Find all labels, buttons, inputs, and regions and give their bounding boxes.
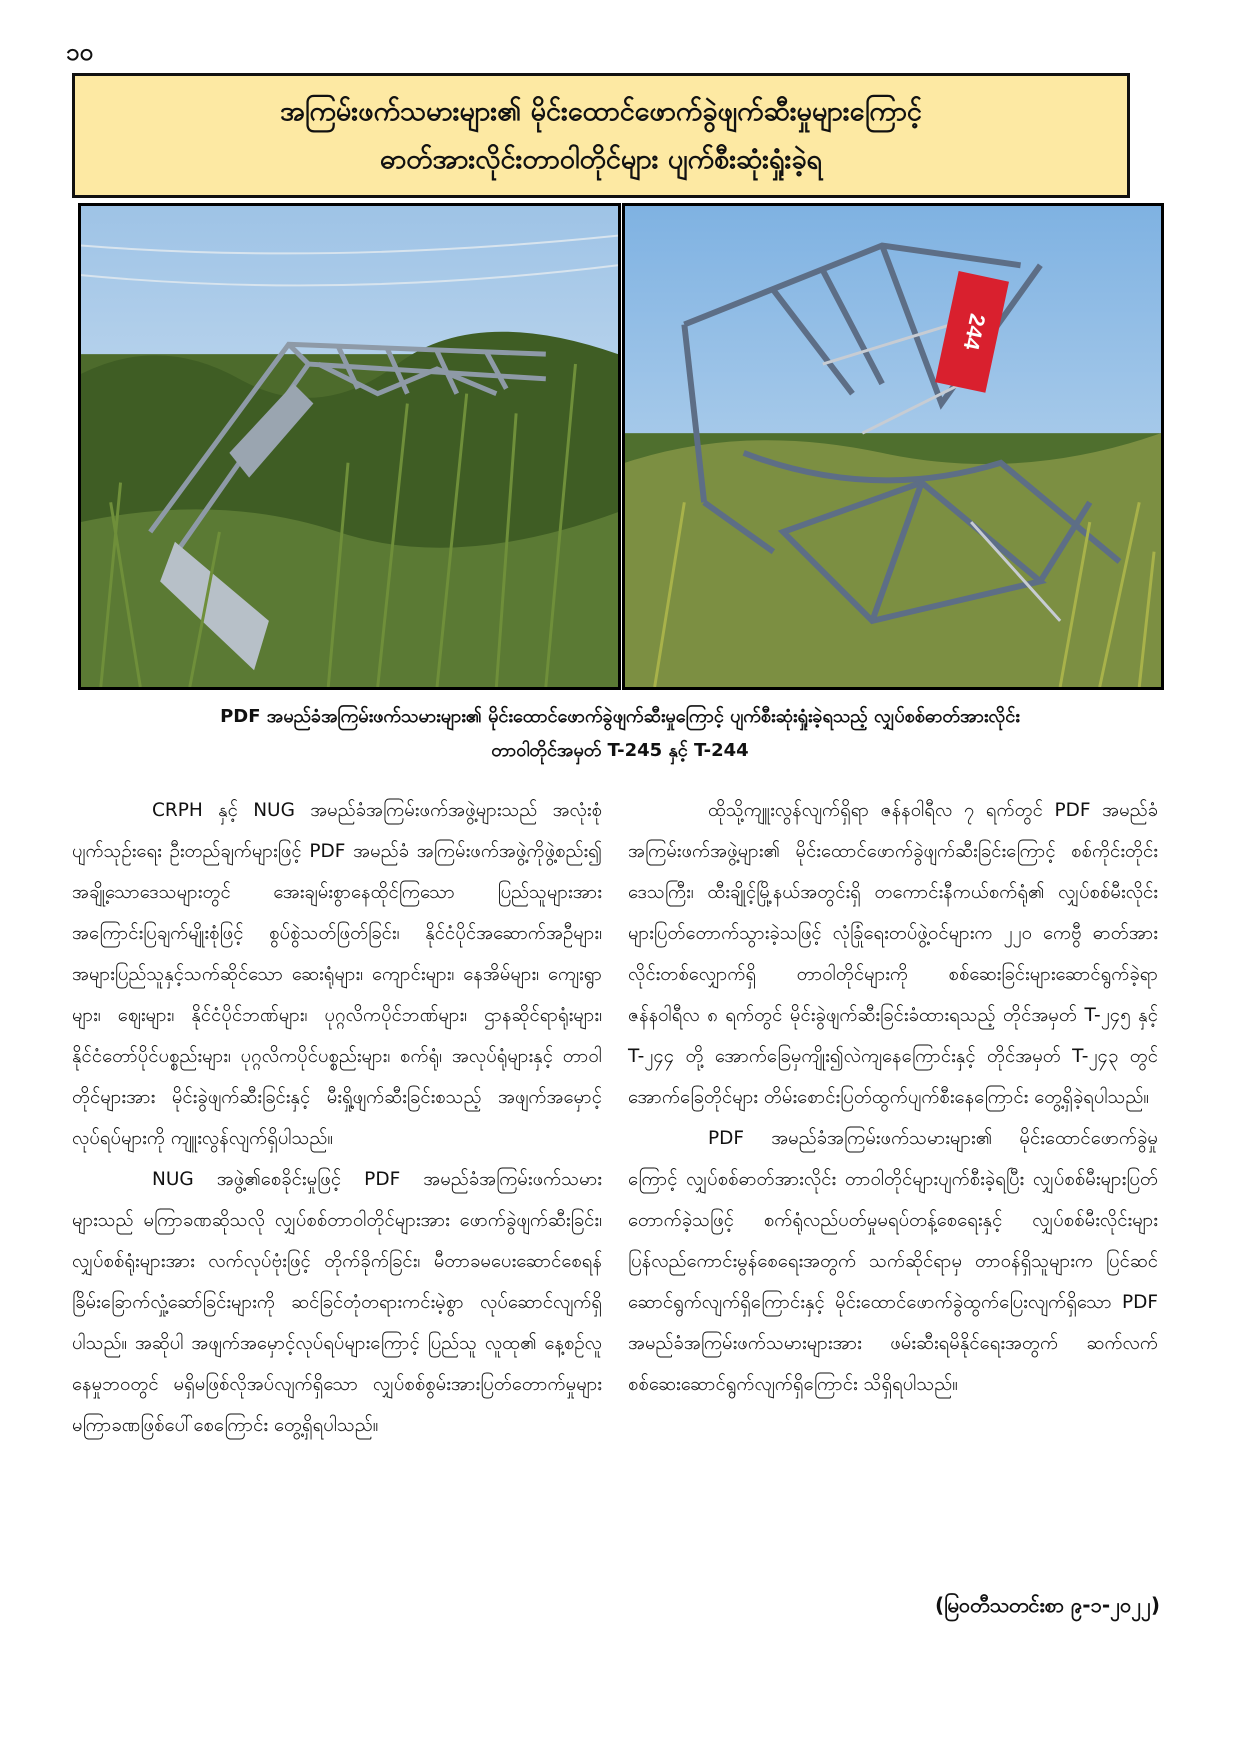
photo-collapsed-tower-right <box>622 203 1164 690</box>
headline-line-1: အကြမ်းဖက်သမားများ၏ မိုင်းထောင်ဖောက်ခွဲဖျက်ဆီးမှုများကြောင့် <box>280 95 922 127</box>
page-number: ၁၀ <box>66 38 93 66</box>
article-paragraph: CRPH နှင့် NUG အမည်ခံအကြမ်းဖက်အဖွဲ့များသည် အလုံးစုံပျက်သုဉ်းရေး ဦးတည်ချက်များဖြင့် PDF အမည်ခံ အကြမ်းဖက်အဖွဲ့ကိုဖွဲ့စည်း၍ အချို့သောဒေသများတွင် အေးချမ်းစွာနေထိုင်ကြသော ပြည်သူများအား အကြောင်းပြချက်မျိုးစုံဖြင့် စွပ်စွဲသတ်ဖြတ်ခြင်း၊ နိုင်ငံပိုင်အဆောက်အဦများ၊ အများပြည်သူနှင့်သက်ဆိုင်သော ဆေးရုံများ၊ ကျောင်းများ၊ နေအိမ်များ၊ ကျေးရွာများ၊ ဈေးများ၊ နိုင်ငံပိုင်ဘဏ်များ၊ ပုဂ္ဂလိကပိုင်ဘဏ်များ၊ ဌာနဆိုင်ရာရုံးများ၊ နိုင်ငံတော်ပိုင်ပစ္စည်းများ၊ ပုဂ္ဂလိကပိုင်ပစ္စည်းများ၊ စက်ရုံ၊ အလုပ်ရုံများနှင့် တာဝါတိုင်များအား မိုင်းခွဲဖျက်ဆီးခြင်းနှင့် မီးရှို့ဖျက်ဆီးခြင်းစသည့် အဖျက်အမှောင့်လုပ်ရပ်များကို ကျူးလွန်လျက်ရှိပါသည်။ <box>72 800 602 1149</box>
tower-number-sign: 244 <box>958 311 991 353</box>
caption-line-2: တာဝါတိုင်အမှတ် T-245 နှင့် T-244 <box>491 740 749 761</box>
article-paragraph: NUG အဖွဲ့၏စေခိုင်းမှုဖြင့် PDF အမည်ခံအကြမ်းဖက်သမားများသည် မကြာခဏဆိုသလို လျှပ်စစ်တာဝါတိုင်များအား ဖောက်ခွဲဖျက်ဆီးခြင်း၊ လျှပ်စစ်ရုံးများအား လက်လုပ်ဗုံးဖြင့် တိုက်ခိုက်ခြင်း၊ မီတာခမပေးဆောင်စေရန် ခြိမ်းခြောက်လှုံ့ဆော်ခြင်းများကို ဆင်ခြင်တုံတရားကင်းမဲ့စွာ လုပ်ဆောင်လျက်ရှိပါသည်။ အဆိုပါ အဖျက်အမှောင့်လုပ်ရပ်များကြောင့် ပြည်သူ လူထု၏ နေ့စဉ်လူနေမှုဘဝတွင် မရှိမဖြစ်လိုအပ်လျက်ရှိသော လျှပ်စစ်စွမ်းအားပြတ်တောက်မှုများ မကြာခဏဖြစ်ပေါ်စေကြောင်း တွေ့ရှိရပါသည်။ <box>72 1169 602 1436</box>
article-paragraph: PDF အမည်ခံအကြမ်းဖက်သမားများ၏ မိုင်းထောင်ဖောက်ခွဲမှုကြောင့် လျှပ်စစ်ဓာတ်အားလိုင်း တာဝါတိုင်များပျက်စီးခဲ့ရပြီး လျှပ်စစ်မီးများပြတ်တောက်ခဲ့သဖြင့် စက်ရုံလည်ပတ်မှုမရပ်တန့်စေရေးနှင့် လျှပ်စစ်မီးလိုင်းများ ပြန်လည်ကောင်းမွန်စေရေးအတွက် သက်ဆိုင်ရာမှ တာဝန်ရှိသူများက ပြင်ဆင်ဆောင်ရွက်လျက်ရှိကြောင်းနှင့် မိုင်းထောင်ဖောက်ခွဲထွက်ပြေးလျက်ရှိသော PDF အမည်ခံအကြမ်းဖက်သမားများအား ဖမ်းဆီးရမိနိုင်ရေးအတွက် ဆက်လက်စစ်ဆေးဆောင်ရွက်လျက်ရှိကြောင်း သိရှိရပါသည်။ <box>628 1128 1158 1395</box>
photo-caption <box>80 700 1160 768</box>
headline-box <box>72 73 1130 198</box>
caption-line-1: PDF အမည်ခံအကြမ်းဖက်သမားများ၏ မိုင်းထောင်ဖောက်ခွဲဖျက်ဆီးမှုကြောင့် ပျက်စီးဆုံးရှုံးခဲ့ရသည့် လျှပ်စစ်ဓာတ်အားလိုင်း <box>220 706 1020 727</box>
article-column-right <box>628 790 1158 1405</box>
article-column-left <box>72 790 602 1446</box>
headline-line-2: ဓာတ်အားလိုင်းတာဝါတိုင်များ ပျက်စီးဆုံးရှုံးခဲ့ရ <box>379 143 823 175</box>
source-citation: (မြဝတီသတင်းစာ ၉-၁-၂၀၂၂) <box>934 1593 1160 1617</box>
photo-collapsed-tower-left <box>78 203 621 690</box>
article-paragraph: ထိုသို့ကျူးလွန်လျက်ရှိရာ ဇန်နဝါရီလ ၇ ရက်တွင် PDF အမည်ခံအကြမ်းဖက်အဖွဲ့များ၏ မိုင်းထောင်ဖောက်ခွဲဖျက်ဆီးခြင်းကြောင့် စစ်ကိုင်းတိုင်းဒေသကြီး၊ ထီးချိုင့်မြို့နယ်အတွင်းရှိ တကောင်းနီကယ်စက်ရုံ၏ လျှပ်စစ်မီးလိုင်းများပြတ်တောက်သွားခဲ့သဖြင့် လုံခြုံရေးတပ်ဖွဲ့ဝင်များက ၂၂၀ ကေဗွီ ဓာတ်အားလိုင်းတစ်လျှောက်ရှိ တာဝါတိုင်များကို စစ်ဆေးခြင်းများဆောင်ရွက်ခဲ့ရာ ဇန်နဝါရီလ ၈ ရက်တွင် မိုင်းခွဲဖျက်ဆီးခြင်းခံထားရသည့် တိုင်အမှတ် T-၂၄၅ နှင့် T-၂၄၄ တို့ အောက်ခြေမှကျိုး၍လဲကျနေကြောင်းနှင့် တိုင်အမှတ် T-၂၄၃ တွင် အောက်ခြေတိုင်များ တိမ်းစောင်းပြတ်ထွက်ပျက်စီးနေကြောင်း တွေ့ရှိခဲ့ရပါသည်။ <box>628 800 1158 1108</box>
